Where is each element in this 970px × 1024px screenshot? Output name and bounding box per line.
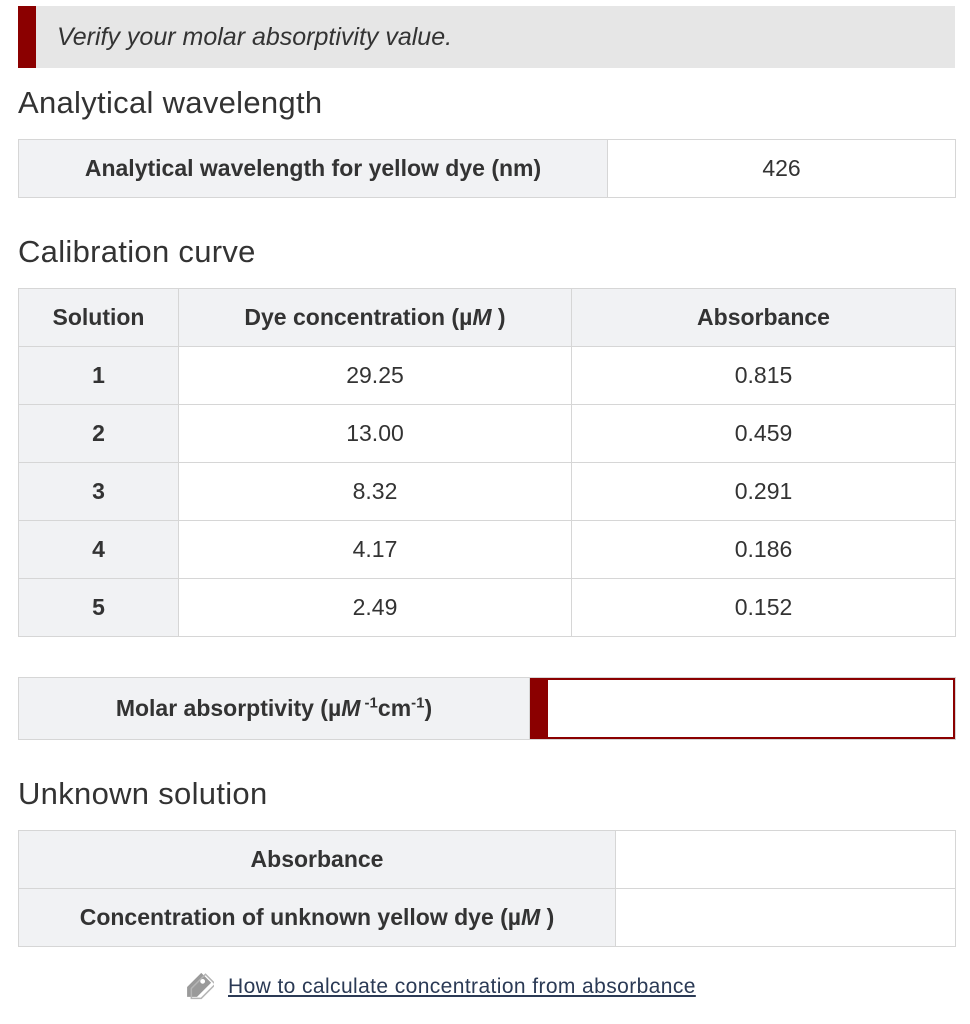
table-row	[19, 405, 956, 463]
concentration-value: 13.00	[179, 405, 572, 463]
concentration-header-unit: M	[472, 304, 492, 330]
concentration-value: 8.32	[179, 463, 572, 521]
molar-label-suffix: )	[424, 695, 433, 721]
table-row	[19, 579, 956, 637]
solution-number: 3	[19, 463, 179, 521]
unknown-absorbance-label: Absorbance	[19, 831, 616, 889]
how-to-calculate-link[interactable]: How to calculate concentration from absorbance	[228, 975, 696, 998]
solution-number: 4	[19, 521, 179, 579]
concentration-header-prefix: Dye concentration (µ	[244, 304, 473, 330]
tag-icon	[180, 970, 214, 1004]
solution-number: 2	[19, 405, 179, 463]
calibration-table	[18, 288, 956, 637]
section-title-wavelength: Analytical wavelength	[18, 85, 323, 120]
page	[18, 6, 955, 947]
unknown-concentration-value[interactable]	[616, 889, 956, 947]
wavelength-label: Analytical wavelength for yellow dye (nm)	[19, 140, 608, 198]
unknown-conc-suffix: )	[540, 904, 555, 930]
concentration-header-suffix: )	[491, 304, 506, 330]
table-row	[19, 140, 956, 198]
solution-number: 5	[19, 579, 179, 637]
help-link-row	[180, 970, 696, 1004]
unknown-conc-unit: M	[521, 904, 541, 930]
table-row	[19, 889, 956, 947]
table-row	[19, 463, 956, 521]
table-header-row	[19, 289, 956, 347]
molar-label-cm: cm	[377, 695, 412, 721]
molar-label-sup2: -1	[411, 694, 425, 712]
unknown-concentration-label	[19, 889, 616, 947]
absorbance-value: 0.459	[572, 405, 956, 463]
concentration-value: 29.25	[179, 347, 572, 405]
unknown-conc-prefix: Concentration of unknown yellow dye (µ	[79, 904, 522, 930]
absorbance-value: 0.186	[572, 521, 956, 579]
concentration-value: 4.17	[179, 521, 572, 579]
solution-number: 1	[19, 347, 179, 405]
col-header-solution: Solution	[19, 289, 179, 347]
alert-accent-bar	[18, 6, 36, 68]
unknown-table	[18, 830, 956, 947]
molar-absorptivity-label	[19, 678, 530, 740]
molar-label-sup1: -1	[360, 694, 378, 712]
molar-label-prefix: Molar absorptivity (µ	[115, 695, 342, 721]
table-row	[19, 831, 956, 889]
col-header-absorbance: Absorbance	[572, 289, 956, 347]
wavelength-table	[18, 139, 956, 198]
table-row	[19, 521, 956, 579]
section-title-unknown: Unknown solution	[18, 776, 268, 811]
molar-absorptivity-cell	[530, 678, 956, 740]
absorbance-value: 0.152	[572, 579, 956, 637]
unknown-absorbance-value[interactable]	[616, 831, 956, 889]
absorbance-value: 0.291	[572, 463, 956, 521]
molar-label-unit: M	[341, 695, 361, 721]
molar-absorptivity-table	[18, 677, 956, 740]
col-header-concentration	[179, 289, 572, 347]
table-row	[19, 678, 956, 740]
table-row	[19, 347, 956, 405]
absorbance-value: 0.815	[572, 347, 956, 405]
alert-text: Verify your molar absorptivity value.	[57, 22, 453, 51]
validation-alert	[18, 6, 955, 68]
concentration-value: 2.49	[179, 579, 572, 637]
molar-absorptivity-input[interactable]	[530, 678, 955, 739]
section-title-calibration: Calibration curve	[18, 234, 256, 269]
wavelength-value: 426	[608, 140, 956, 198]
